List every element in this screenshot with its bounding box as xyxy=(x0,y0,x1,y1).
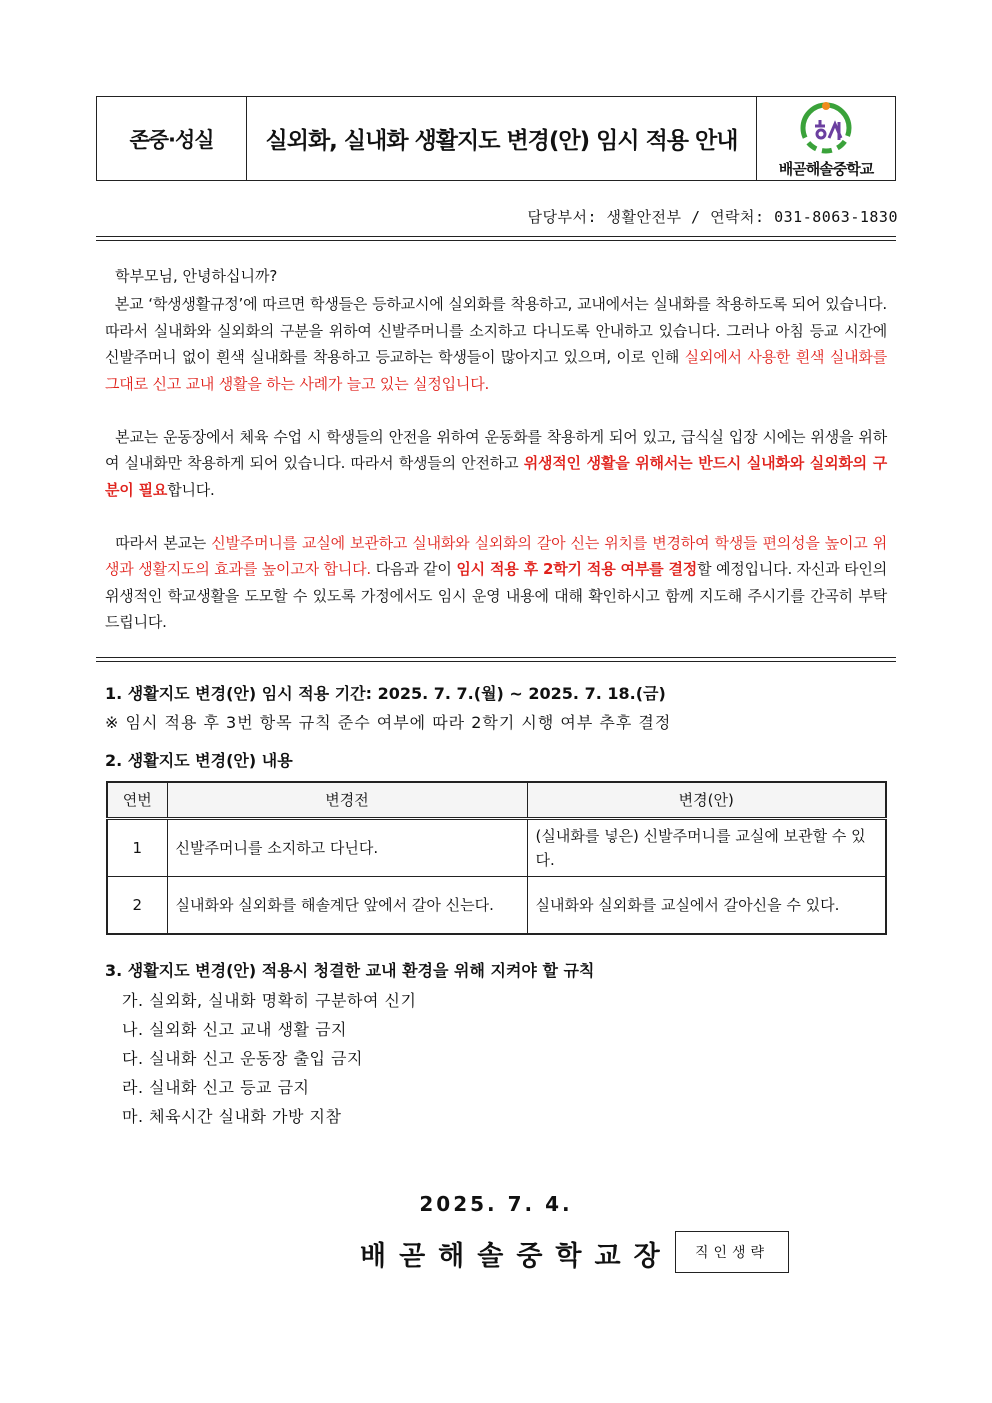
middle-divider xyxy=(96,657,896,662)
paragraph-3-highlight: 신발주머니를 교실에 보관하고 실내화와 실외화의 갈아 신는 위치를 변경하여 학생들 편의성을 높이고 위생과 생활지도의 효과를 높이고자 합니다. xyxy=(105,533,887,578)
table-header-row xyxy=(107,782,886,818)
table-row xyxy=(107,818,886,876)
column-header-after: 변경(안) xyxy=(527,782,886,818)
list-item: 라. 실내화 신고 등교 금지 xyxy=(122,1078,310,1097)
paragraph-3: 따라서 본교는 신발주머니를 교실에 보관하고 실내화와 실외화의 갈아 신는 위치를 변경하여 학생들 편의성을 높이고 위생과 생활지도의 효과를 높이고자 합니다. 다음과 같이 임시 적용 후 2학기 적용 여부를 결정할 예정입니다. 자신과 타인의 위생적인 학교생활을 도모할 수 있도록 가정에서도 임시 운영 내용에 대해 확인하시고 함께 지도해 주시기를 간곡히 부탁드립니다. xyxy=(105,533,888,631)
paragraph-2-highlight: 위생적인 생활을 위해서는 반드시 실내화와 실외화의 구분이 필요 xyxy=(105,454,888,499)
list-item: 나. 실외화 신고 교내 생활 금지 xyxy=(122,1020,347,1039)
header-box xyxy=(96,96,896,181)
row-after: (실내화를 넣은) 신발주머니를 교실에 보관할 수 있다. xyxy=(527,818,886,876)
list-item: 마. 체육시간 실내화 가방 지참 xyxy=(122,1107,342,1126)
paragraph-1-highlight: 실외에서 사용한 흰색 실내화를 그대로 신고 교내 생활을 하는 사례가 늘고 있는 실정입니다. xyxy=(105,348,887,393)
row-number: 1 xyxy=(107,818,167,876)
column-header-num: 연번 xyxy=(107,782,167,818)
body-paragraphs xyxy=(105,291,887,662)
row-before: 신발주머니를 소지하고 다닌다. xyxy=(167,818,527,876)
section-3-heading: 3. 생활지도 변경(안) 적용시 청결한 교내 환경을 위해 지켜야 할 규칙 xyxy=(105,961,595,980)
section-2-heading: 2. 생활지도 변경(안) 내용 xyxy=(105,751,293,770)
paragraph-2: 본교는 운동장에서 체육 수업 시 학생들의 안전을 위하여 운동화를 착용하게 되어 있고, 급식실 입장 시에는 위생을 위하여 실내화만 착용하게 되어 있습니다. 따라서 학생들의 안전하고 위생적인 생활을 위해서는 반드시 실내화와 실외화의 구분이 필요합니다. xyxy=(105,427,888,499)
issue-date: 2025. 7. 4. xyxy=(419,1192,573,1216)
paragraph-3-emphasis: 임시 적용 후 2학기 적용 여부를 결정 xyxy=(456,560,698,578)
document-title: 실외화, 실내화 생활지도 변경(안) 임시 적용 안내 xyxy=(247,97,757,180)
section-1-note: ※ 임시 적용 후 3번 항목 규칙 준수 여부에 따라 2학기 시행 여부 추후 결정 xyxy=(105,713,672,732)
list-item: 다. 실내화 신고 운동장 출입 금지 xyxy=(122,1049,363,1068)
school-logo-name: 배곧해솔중학교 xyxy=(778,160,874,178)
signer-name: 배곧해솔중학교장 xyxy=(360,1241,673,1272)
section-1-heading: 1. 생활지도 변경(안) 임시 적용 기간: 2025. 7. 7.(월) ~ 2025. 7. 18.(금) xyxy=(105,684,666,703)
row-before: 실내화와 실외화를 해솔계단 앞에서 갈아 신는다. xyxy=(167,876,527,934)
greeting: 학부모님, 안녕하십니까? xyxy=(115,267,278,285)
rules-list xyxy=(122,986,416,1131)
school-logo-icon xyxy=(795,98,857,156)
row-after: 실내화와 실외화를 교실에서 갈아신을 수 있다. xyxy=(527,876,886,934)
paragraph-1: 본교 ‘학생생활규정’에 따르면 학생들은 등하교시에 실외화를 착용하고, 교내에서는 실내화를 착용하도록 되어 있습니다. 따라서 실내화와 실외화의 구분을 위하여 신발주머니를 소지하고 다니도록 안내하고 있습니다. 그러나 아침 등교 시간에 신발주머니 없이 흰색 실내화를 착용하고 등교하는 학생들이 많아지고 있으며, 이로 인해 실외에서 사용한 흰색 실내화를 그대로 신고 교내 생활을 하는 사례가 늘고 있는 실정입니다. xyxy=(105,295,887,393)
school-motto: 존중·성실 xyxy=(97,97,247,180)
row-number: 2 xyxy=(107,876,167,934)
table-row xyxy=(107,876,886,934)
seal-box: 직인생략 xyxy=(675,1231,789,1273)
contact-line: 담당부서: 생활안전부 / 연락처: 031-8063-1830 xyxy=(527,208,898,226)
changes-table xyxy=(106,781,887,935)
column-header-before: 변경전 xyxy=(167,782,527,818)
top-divider xyxy=(96,236,896,241)
list-item: 가. 실외화, 실내화 명확히 구분하여 신기 xyxy=(122,991,417,1010)
school-logo xyxy=(757,97,895,180)
